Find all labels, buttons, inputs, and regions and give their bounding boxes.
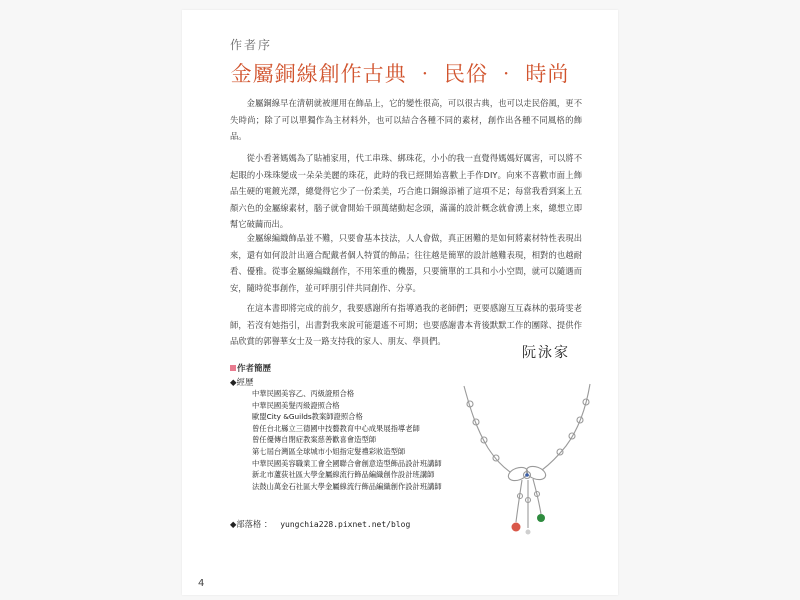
experience-item: 第七屆台灣區全球城市小姐指定髮禮彩妝造型師 [252, 446, 406, 456]
experience-item: 曾任優傳自閉症教案慈善歡喜會造型師 [252, 435, 377, 445]
blog-label: ◆部落格 ： [230, 519, 273, 529]
section-label: 作者序 [230, 38, 273, 52]
blog-url[interactable]: yungchia228.pixnet.net/blog [280, 520, 411, 529]
experience-item: 中華民國美容乙、丙級證照合格 [252, 389, 355, 398]
experience-item: 歐盟City &Guilds教案師證照合格 [252, 412, 363, 422]
profile-heading-text: 作者簡歷 [237, 364, 272, 374]
red-bead [512, 523, 521, 532]
wire-necklace-image [462, 378, 592, 548]
experience-item: 中華民國美容職業工會全國聯合會創意造型飾品設計班講師 [252, 458, 442, 468]
page-title: 金屬銅線創作古典 ‧ 民俗 ‧ 時尚 [230, 62, 570, 86]
preface-paragraph-4: 在這本書即將完成的前夕，我要感謝所有指導過我的老師們；更要感謝互互森林的張琦雯老師，若沒有她指引，出書對我來說可能還遙不可期；也要感謝書本背後默默工作的團隊、提供作品欣賞的郭譽華女士及一路支持我的家人、朋友、學員們。 [230, 303, 582, 346]
blog-line [230, 518, 410, 530]
experience-item: 新北市蘆荻社區大學金屬線流行飾品編織創作設計班講師 [252, 470, 435, 480]
book-page [182, 10, 618, 595]
experience-item: 中華民國美髮丙級證照合格 [252, 400, 340, 410]
profile-heading [230, 362, 271, 374]
experience-heading: ◆經歷 [230, 378, 254, 388]
blue-bead [525, 473, 529, 477]
author-signature: 阮泳家 [522, 345, 570, 361]
green-bead [537, 514, 545, 522]
experience-item: 曾任台北縣立三德國中技藝教育中心成果展指導老師 [252, 423, 420, 433]
experience-list [252, 388, 442, 492]
silver-bead [526, 530, 531, 535]
preface-paragraph-2: 從小看著媽媽為了貼補家用，代工串珠、綁珠花，小小的我一直覺得媽媽好厲害，可以將不起眼的小珠珠變成一朵朵美麗的珠花，此時的我已經開始喜歡上手作DIY。向來不喜歡市面上飾品生硬的電鍍光澤，總覺得它少了一份柔美，巧合進口銅線添補了這項不足；每當我看到案上五顏六色的金屬線素材，腦子就會開始千頭萬緒動起念頭，滿滿的設計概念就會湧上來，總想立即幫它破繭而出。 [230, 153, 582, 229]
pink-square-icon [230, 365, 236, 371]
page-number: 4 [198, 578, 205, 589]
preface-paragraph-3: 金屬線編織飾品並不難，只要會基本技法，人人會做，真正困難的是如何將素材特性表現出來，還有如何設計出適合配戴者個人特質的飾品；往往越是簡單的設計越難表現，相對的也越耐看、優雅。從事金屬線編織創作，不用笨重的機器，只要簡單的工具和小小空間，就可以隨遇而安，隨時從事創作，並可呼朋引伴共同創作、分享。 [230, 233, 582, 293]
preface-paragraph-1: 金屬銅線早在清朝就被運用在飾品上，它的變性很高，可以很古典，也可以走民俗風，更不失時尚；除了可以單獨作為主材料外，也可以結合各種不同的素材，創作出各種不同風格的飾品。 [230, 98, 582, 141]
experience-item: 法鼓山萬金石社區大學金屬線流行飾品編織創作設計班講師 [252, 481, 442, 491]
